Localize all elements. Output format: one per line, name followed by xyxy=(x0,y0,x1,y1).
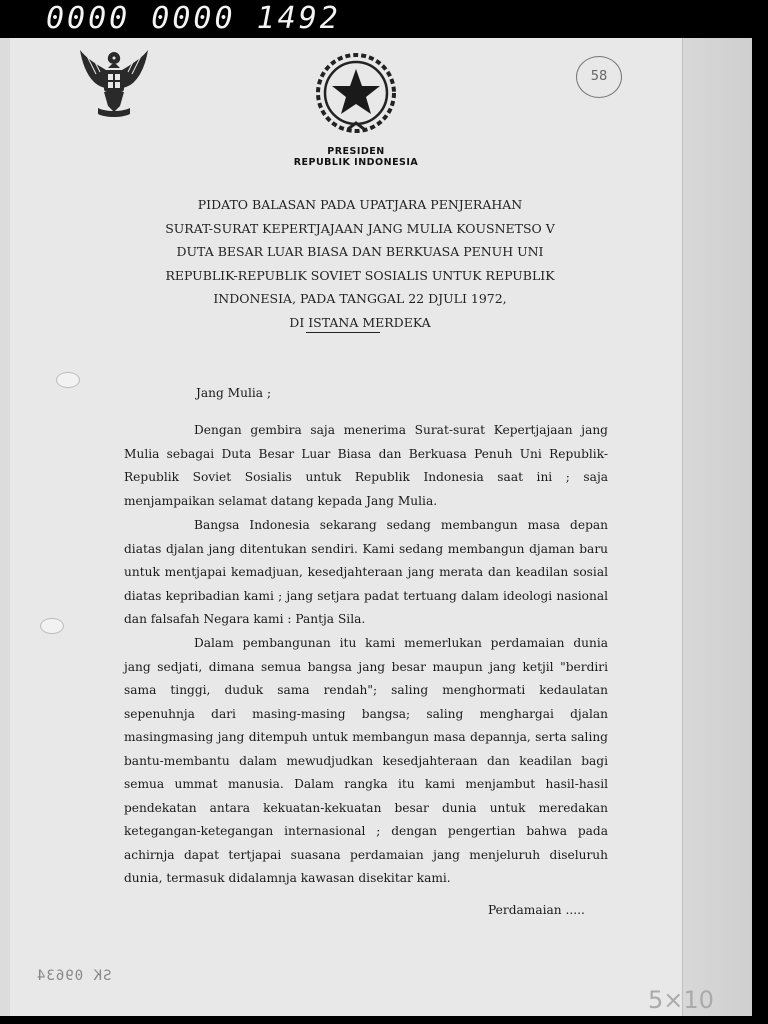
punch-hole xyxy=(40,618,64,634)
letterhead-subtitle: REPUBLIK INDONESIA xyxy=(293,157,419,168)
speech-heading xyxy=(150,193,570,334)
heading-line: DI ISTANA MERDEKA xyxy=(289,314,431,330)
heading-rule xyxy=(306,332,380,333)
heading-line: SURAT-SURAT KEPERTJAJAAN JANG MULIA KOUSNETSO V xyxy=(165,220,555,236)
corner-mark: 5×10 xyxy=(648,986,714,1014)
punch-hole xyxy=(56,372,80,388)
film-frame-code: 0000 0000 1492 xyxy=(46,1,341,36)
heading-line: REPUBLIK-REPUBLIK SOVIET SOSIALIS UNTUK REPUBLIK xyxy=(165,267,555,283)
heading-line: DUTA BESAR LUAR BIASA DAN BERKUASA PENUH UNI xyxy=(176,244,544,259)
presidential-star-emblem-icon xyxy=(314,51,398,139)
page-number-circle: 58 xyxy=(576,56,622,98)
paragraph xyxy=(124,419,608,513)
page-right-edge xyxy=(682,38,752,1016)
document-page xyxy=(0,38,752,1016)
heading-line: INDONESIA, PADA TANGGAL 22 DJULI 1972, xyxy=(213,291,507,306)
page-left-edge xyxy=(0,38,10,1016)
archive-stamp: SK 09634 xyxy=(36,968,112,984)
paragraph-text: Dalam pembangunan itu kami memerlukan perdamaian dunia jang sedjati, dimana semua bangsa jang besar maupun jang ketjil "berdiri sama tinggi, duduk sama rendah"; saling menghormati kedaulatan sepenuhnja dari masing-masing bangsa; saling menghargai djalan masingmasing jang ditempuh untuk membangun masa depannja, serta saling bantu-membantu dalam mewudjudkan kesedjahteraan dan keadilan bagi semua ummat manusia. Dalam rangka itu kami menjambut hasil-hasil pendekatan antara kekuatan-kekuatan besar dunia untuk meredakan ketegangan-ketegangan internasional ; dengan pengertian bahwa pada achirnja dapat tertjapai suasana perdamaian jang menjeluruh diseluruh dunia, termasuk didalamnja kawasan disekitar kami. xyxy=(124,636,608,885)
salutation: Jang Mulia ; xyxy=(196,386,272,400)
letterhead-title: PRESIDEN xyxy=(327,146,385,157)
paragraph-text: Dengan gembira saja menerima Surat-surat Kepertjajaan jang Mulia sebagai Duta Besar Luar Biasa dan Berkuasa Penuh Uni Republik-Republik Soviet Sosialis untuk Republik Indonesia saat ini ; saja menjampaikan selamat datang kepada Jang Mulia. xyxy=(124,423,608,508)
paragraph xyxy=(124,632,608,891)
closing-catchword: Perdamaian ..... xyxy=(488,903,585,917)
paragraph xyxy=(124,514,608,632)
paragraph-text: Bangsa Indonesia sekarang sedang membangun masa depan diatas djalan jang ditentukan sendiri. Kami sedang membangun djaman baru untuk mentjapai kemadjuan, kesedjahteraan jang merata dan keadilan sosial diatas kepribadian kami ; jang setjara padat tertuang dalam ideologi nasional dan falsafah Negara kami : Pantja Sila. xyxy=(124,518,608,626)
garuda-emblem-icon xyxy=(76,46,152,130)
heading-line: PIDATO BALASAN PADA UPATJARA PENJERAHAN xyxy=(197,197,523,212)
